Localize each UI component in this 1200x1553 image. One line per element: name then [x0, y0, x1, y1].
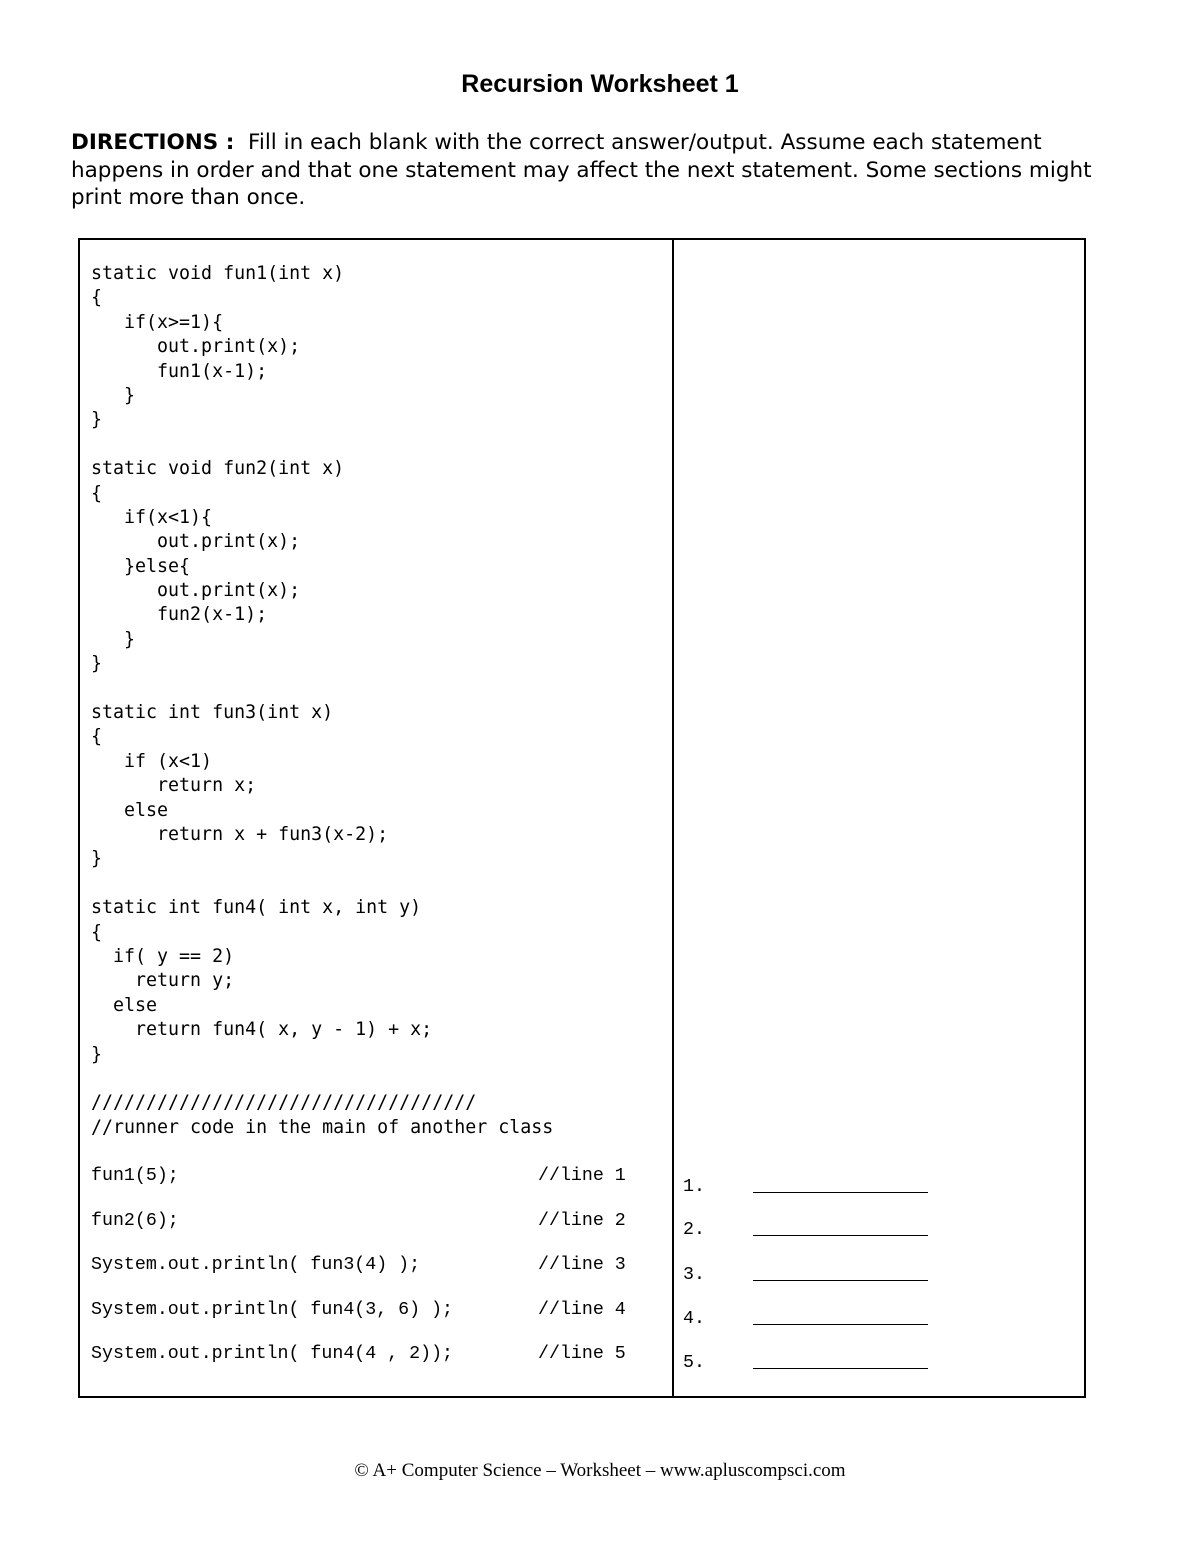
answer-number: 5. [683, 1353, 705, 1373]
code-line: out.print(x); [91, 580, 301, 602]
answer-blank[interactable] [753, 1368, 928, 1369]
answer-number: 1. [683, 1177, 705, 1197]
code-line: return y; [91, 970, 235, 992]
answer-blank[interactable] [753, 1324, 928, 1325]
code-line: else [91, 994, 158, 1016]
runner-comment: //line 3 [538, 1255, 626, 1275]
code-line: out.print(x); [91, 336, 301, 358]
code-line: { [91, 726, 103, 748]
directions-label: DIRECTIONS : [71, 130, 235, 155]
code-line [91, 433, 661, 457]
code-line: } [91, 653, 103, 675]
code-line: static int fun3(int x) [91, 702, 334, 724]
runner-statement: fun2(6); [91, 1211, 179, 1231]
code-line: if (x<1) [91, 750, 213, 772]
code-line: //runner code in the main of another class [91, 1116, 554, 1138]
code-line: fun1(x-1); [91, 360, 268, 382]
code-line: out.print(x); [91, 531, 301, 553]
answer-number: 3. [683, 1265, 705, 1285]
code-line: { [91, 482, 103, 504]
runner-comment: //line 5 [538, 1344, 626, 1364]
directions [71, 129, 1131, 212]
code-line: }else{ [91, 555, 191, 577]
code-listing [91, 262, 661, 1140]
code-line: fun2(x-1); [91, 604, 268, 626]
code-line [91, 872, 661, 896]
code-line: } [91, 409, 103, 431]
directions-text: Fill in each blank with the correct answer/output. Assume each statement happens in order and that one statement may affect the next statement. Some sections might print more than once. [71, 130, 1092, 210]
code-line: if(x>=1){ [91, 311, 224, 333]
runner-statement: System.out.println( fun3(4) ); [91, 1255, 421, 1275]
code-line: else [91, 799, 169, 821]
code-line: { [91, 921, 103, 943]
code-line: if(x<1){ [91, 506, 213, 528]
runner-comment: //line 4 [538, 1300, 626, 1320]
code-line: } [91, 384, 136, 406]
code-line: { [91, 287, 103, 309]
answer-blank[interactable] [753, 1192, 928, 1193]
runner-statement: System.out.println( fun4(3, 6) ); [91, 1300, 454, 1320]
code-line [91, 1067, 661, 1091]
answer-blank[interactable] [753, 1280, 928, 1281]
answer-number: 2. [683, 1220, 705, 1240]
code-line: /////////////////////////////////// [91, 1092, 477, 1114]
column-divider [672, 240, 674, 1396]
code-line: return fun4( x, y - 1) + x; [91, 1019, 433, 1041]
code-line [91, 677, 661, 701]
code-line: static void fun2(int x) [91, 458, 345, 480]
code-line: return x + fun3(x-2); [91, 823, 389, 845]
runner-statement: fun1(5); [91, 1166, 179, 1186]
runner-comment: //line 2 [538, 1211, 626, 1231]
code-line: if( y == 2) [91, 945, 235, 967]
runner-statement: System.out.println( fun4(4 , 2)); [91, 1344, 454, 1364]
code-line: } [91, 628, 136, 650]
footer-copyright: © A+ Computer Science – Worksheet – www.apluscompsci.com [354, 1460, 846, 1481]
code-line: static void fun1(int x) [91, 263, 345, 284]
runner-comment: //line 1 [538, 1166, 626, 1186]
code-line: } [91, 1043, 103, 1065]
code-line: } [91, 848, 103, 870]
code-line: static int fun4( int x, int y) [91, 897, 422, 919]
code-line: return x; [91, 775, 257, 797]
answer-blank[interactable] [753, 1235, 928, 1236]
answer-number: 4. [683, 1309, 705, 1329]
page-title: Recursion Worksheet 1 [461, 70, 739, 98]
